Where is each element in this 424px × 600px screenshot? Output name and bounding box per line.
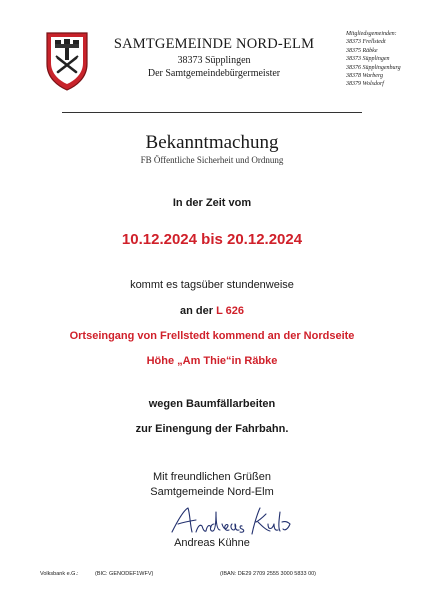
period-intro: In der Zeit vom	[172, 197, 252, 209]
member-item: 38379 Wolsdorf	[346, 81, 384, 88]
effect-line: zur Einengung der Fahrbahn.	[135, 423, 289, 435]
notice-intro: kommt es tagsüber stundenweise	[130, 279, 294, 291]
header-divider	[62, 112, 362, 113]
location-line-2: Höhe „Am Thie“in Räbke	[146, 355, 278, 367]
footer-iban: (IBAN: DE29 2709 2555 3000 5833 00)	[220, 571, 317, 577]
coat-of-arms-logo	[44, 30, 90, 92]
closing-greeting: Mit freundlichen Grüßen	[153, 471, 271, 483]
member-item: 38378 Warberg	[346, 73, 384, 80]
handwritten-signature	[168, 502, 294, 542]
member-item: 38373 Süpplingen	[346, 56, 390, 63]
footer-bic: (BIC: GENODEF1WFV)	[95, 571, 154, 577]
road-line	[0, 305, 424, 317]
road-name: L 626	[216, 305, 244, 317]
member-item: 38376 Süpplingenburg	[346, 64, 401, 71]
signer-name: Andreas Kühne	[174, 537, 250, 549]
member-item: 38373 Frellstedt	[346, 39, 386, 46]
footer-bank: Volksbank e.G.:	[40, 571, 79, 577]
org-office: Der Samtgemeindebürgermeister	[147, 68, 281, 79]
date-range: 10.12.2024 bis 20.12.2024	[121, 231, 303, 248]
org-name: SAMTGEMEINDE NORD-ELM	[113, 36, 315, 52]
member-municipalities	[346, 30, 422, 89]
document-subtitle: FB Öffentliche Sicherheit und Ordnung	[140, 155, 284, 165]
member-item: 38375 Räbke	[346, 47, 378, 54]
road-prefix: an der	[179, 305, 213, 317]
location-line-1: Ortseingang von Frellstedt kommend an der Nordseite	[69, 330, 355, 342]
reason-line: wegen Baumfällarbeiten	[148, 398, 276, 410]
org-address: 38373 Süpplingen	[177, 55, 251, 66]
closing-org: Samtgemeinde Nord-Elm	[150, 486, 274, 498]
document-title: Bekanntmachung	[145, 132, 279, 153]
members-title: Mitgliedsgemeinden:	[346, 31, 397, 37]
